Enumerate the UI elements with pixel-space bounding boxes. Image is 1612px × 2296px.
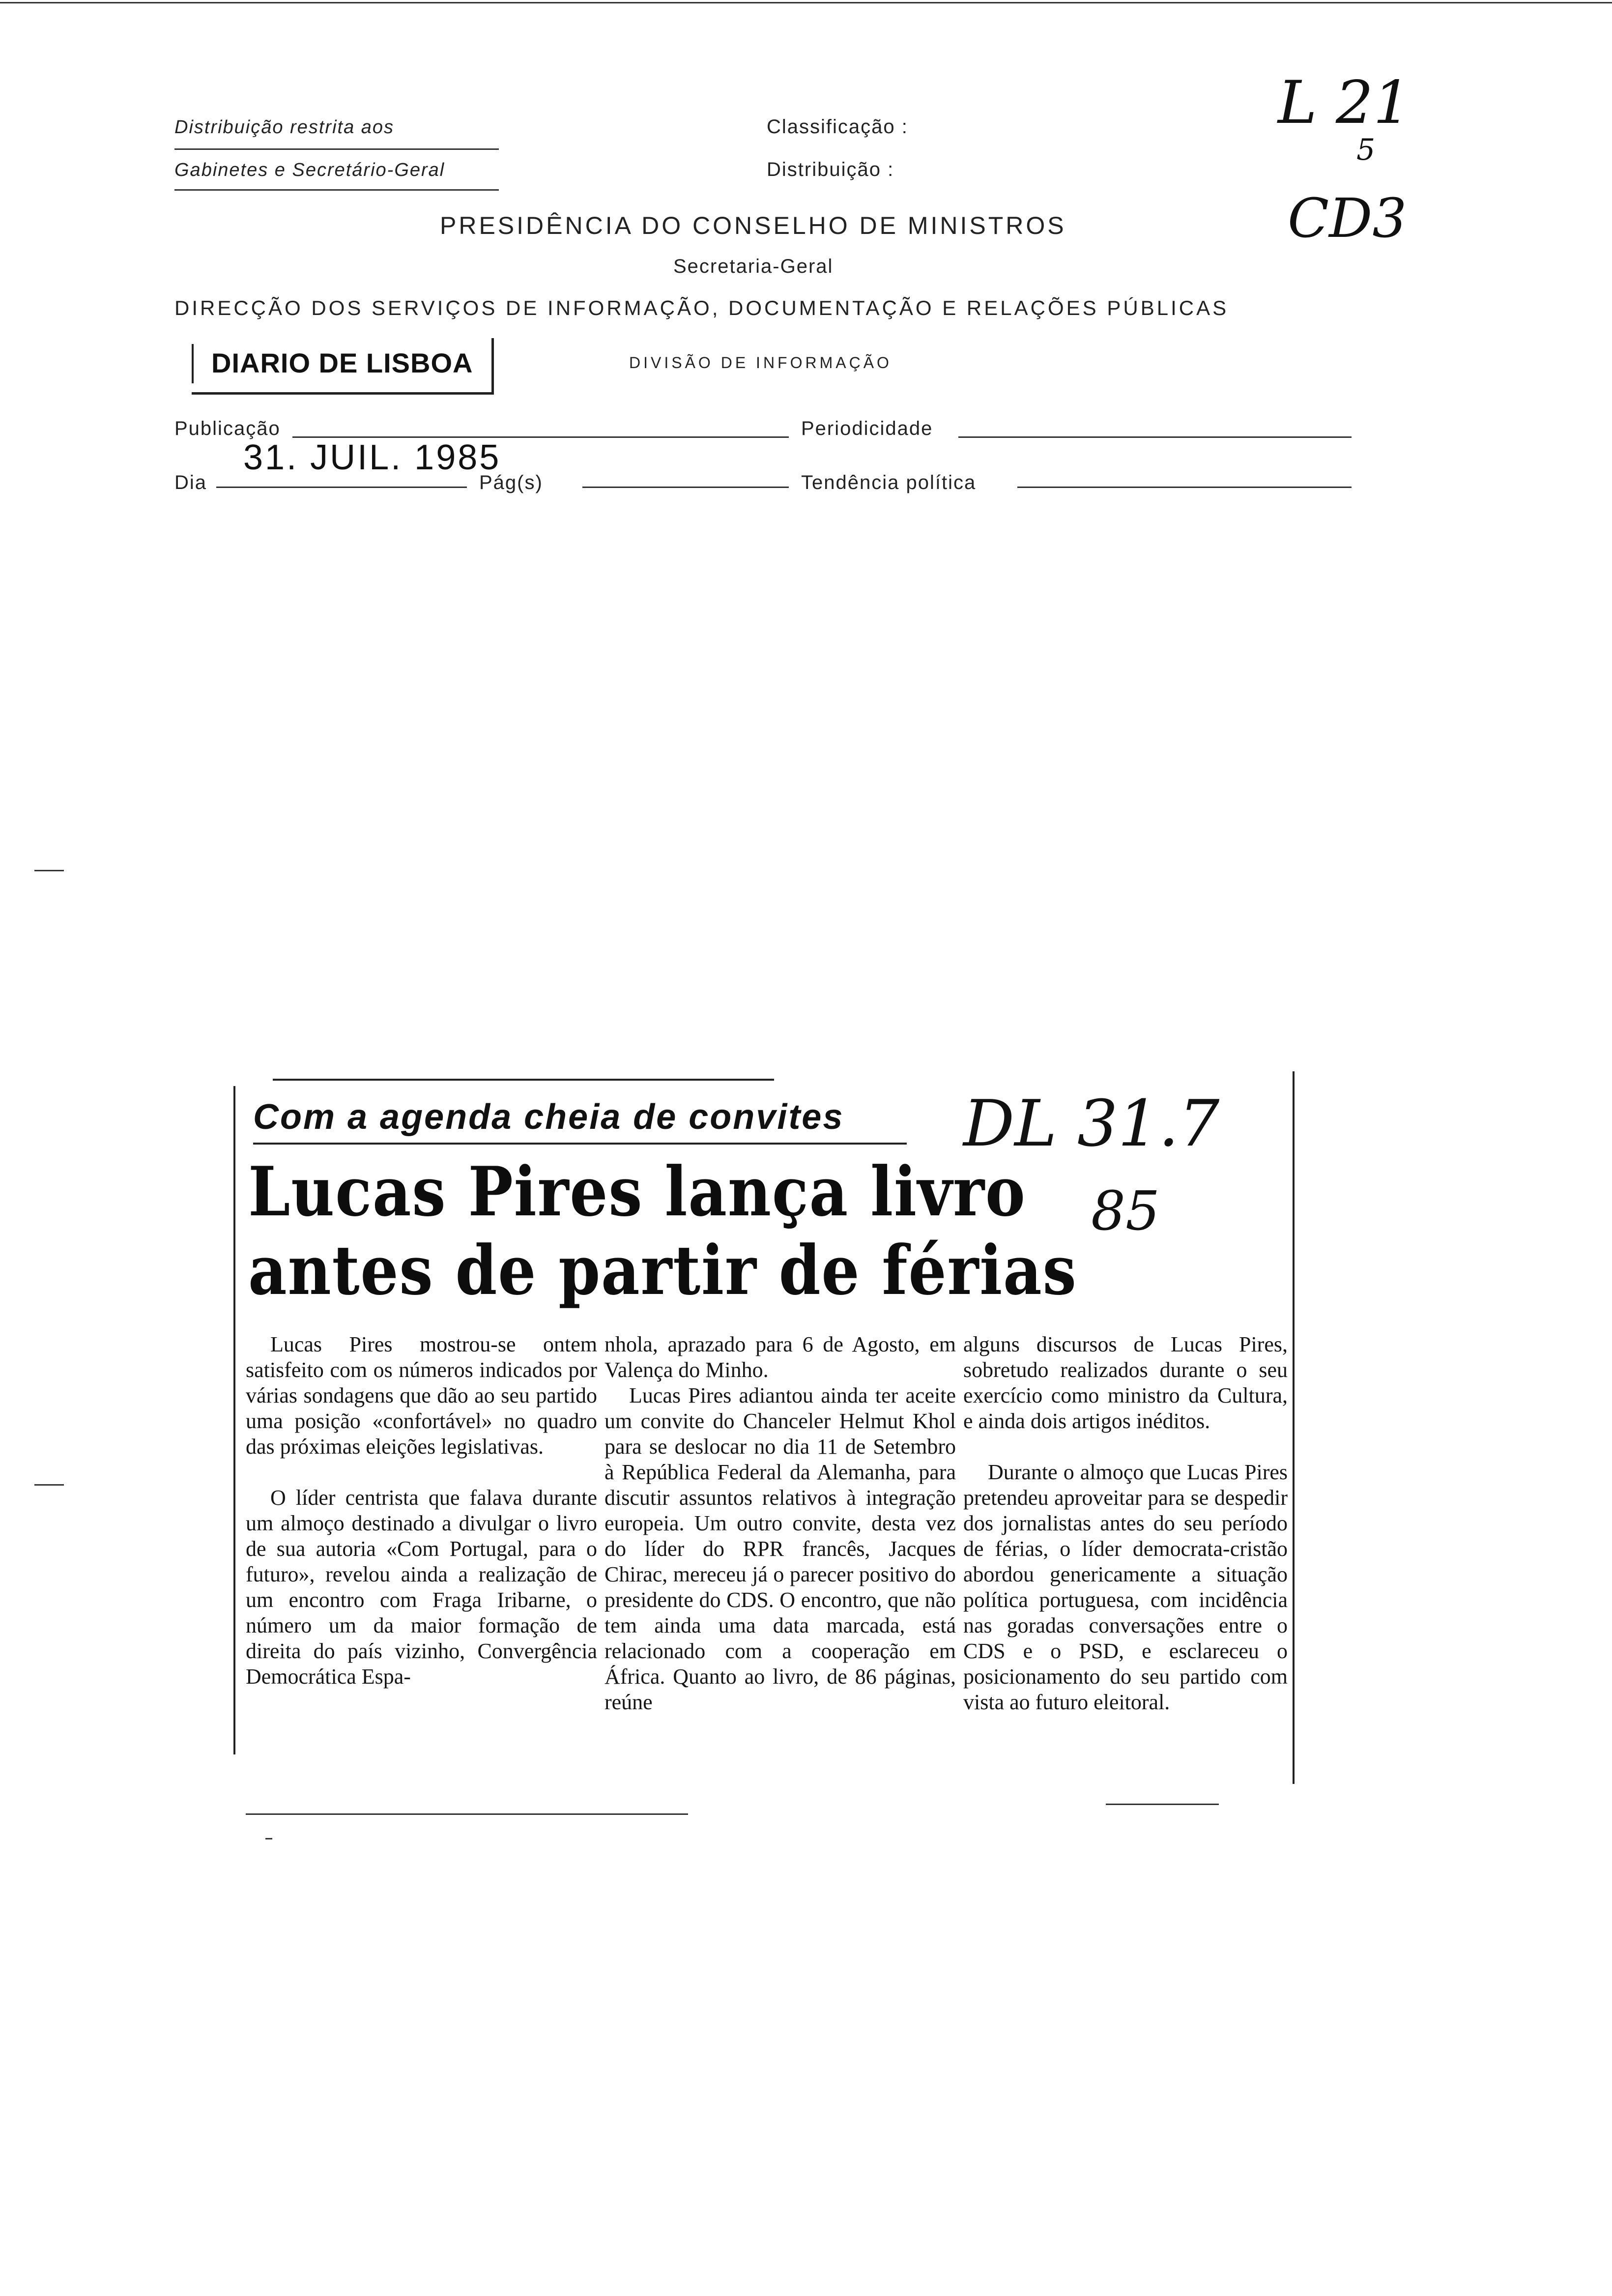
article-headline-line-2: antes de partir de férias [248, 1230, 1077, 1310]
handwritten-reference-2: 5 [1356, 133, 1376, 167]
article-kicker: Com a agenda cheia de convites [253, 1097, 844, 1137]
article-paragraph: Durante o almoço que Lucas Pires pretendeu aproveitar para se despedir dos jornalistas antes do seu período de férias, o líder democrata-cristão abordou genericamente a situação política portuguesa, com incidência nas goradas conversações entre o CDS e o PSD, e esclareceu o posicionamento do seu partido com vista ao futuro eleitoral. [963, 1460, 1288, 1714]
article-column-2 [604, 1332, 956, 1715]
distribution-underline-2 [174, 189, 499, 191]
handwritten-year-note: 85 [1091, 1179, 1160, 1242]
clipping-left-border [233, 1086, 235, 1754]
day-field [216, 487, 467, 488]
article-column-3 [963, 1332, 1288, 1715]
distribution-underline [174, 148, 499, 150]
article-headline-line-1: Lucas Pires lança livro [248, 1151, 1026, 1232]
periodicity-field [958, 436, 1352, 438]
pages-field [582, 487, 789, 488]
margin-mark-2 [34, 1484, 64, 1486]
distribution-label: Distribuição : [767, 159, 894, 180]
clipping-bottom-rule [246, 1813, 688, 1815]
directorate-line: DIRECÇÃO DOS SERVIÇOS DE INFORMAÇÃO, DOCUMENTAÇÃO E RELAÇÕES PÚBLICAS [174, 296, 1229, 319]
scan-edge-line [0, 2, 1612, 3]
division-label: DIVISÃO DE INFORMAÇÃO [629, 354, 892, 372]
article-paragraph: Lucas Pires adiantou ainda ter aceite um convite do Chanceler Helmut Khol para se deslocar no dia 11 de Setembro à República Federal da Alemanha, para discutir assuntos relativos à integração europeia. Um outro convite, desta vez do líder do RPR francês, Jacques Chirac, mereceu já o parecer positivo do presidente do CDS. O encontro, que não tem ainda uma data marcada, está relacionado com a cooperação em África. Quanto ao livro, de 86 páginas, reúne [604, 1383, 956, 1714]
clipping-bottom-rule-right [1106, 1804, 1219, 1805]
publication-label: Publicação [174, 418, 281, 439]
kicker-underline [253, 1143, 907, 1145]
newspaper-stamp [192, 338, 494, 395]
pages-label: Pág(s) [479, 472, 543, 493]
clipping-top-rule [273, 1079, 774, 1081]
article-paragraph: alguns discursos de Lucas Pires, sobretudo realizados durante o seu exercício como ministro da Cultura, e ainda dois artigos inéditos. [963, 1332, 1288, 1433]
margin-mark-1 [34, 870, 64, 871]
handwritten-date-note: DL 31.7 [963, 1086, 1220, 1161]
stamp-text: DIARIO DE LISBOA [211, 347, 473, 378]
distribution-line-1: Distribuição restrita aos [174, 117, 395, 138]
stamp-left-border [192, 344, 194, 383]
clipping-dot [265, 1838, 272, 1839]
clipping-right-border [1293, 1071, 1295, 1784]
day-label: Dia [174, 472, 207, 493]
periodicity-label: Periodicidade [801, 418, 933, 439]
classification-label: Classificação : [767, 116, 908, 138]
page-title: PRESIDÊNCIA DO CONSELHO DE MINISTROS [440, 212, 1066, 239]
article-column-1 [246, 1332, 597, 1690]
handwritten-reference-1: L 21 [1278, 69, 1411, 137]
article-paragraph: O líder centrista que falava durante um almoço destinado a divulgar o livro de sua autoria «Com Portugal, para o futuro», revelou ainda a realização de um encontro com Fraga Iribarne, o número um da maior formação de direita do país vizinho, Convergência Democrática Espa- [246, 1486, 597, 1689]
distribution-line-2: Gabinetes e Secretário-Geral [174, 160, 445, 180]
article-paragraph: Lucas Pires mostrou-se ontem satisfeito com os números indicados por várias sondagens que dão ao seu partido uma posição «confortável» no quadro das próximas eleições legislativas. [246, 1332, 597, 1459]
page-subtitle: Secretaria-Geral [673, 256, 834, 277]
tendency-field [1017, 487, 1352, 488]
handwritten-reference-3: CD3 [1288, 187, 1407, 250]
article-paragraph: nhola, aprazado para 6 de Agosto, em Valença do Minho. [604, 1332, 956, 1382]
tendency-label: Tendência política [801, 472, 977, 493]
day-value: 31. JUIL. 1985 [243, 438, 501, 477]
